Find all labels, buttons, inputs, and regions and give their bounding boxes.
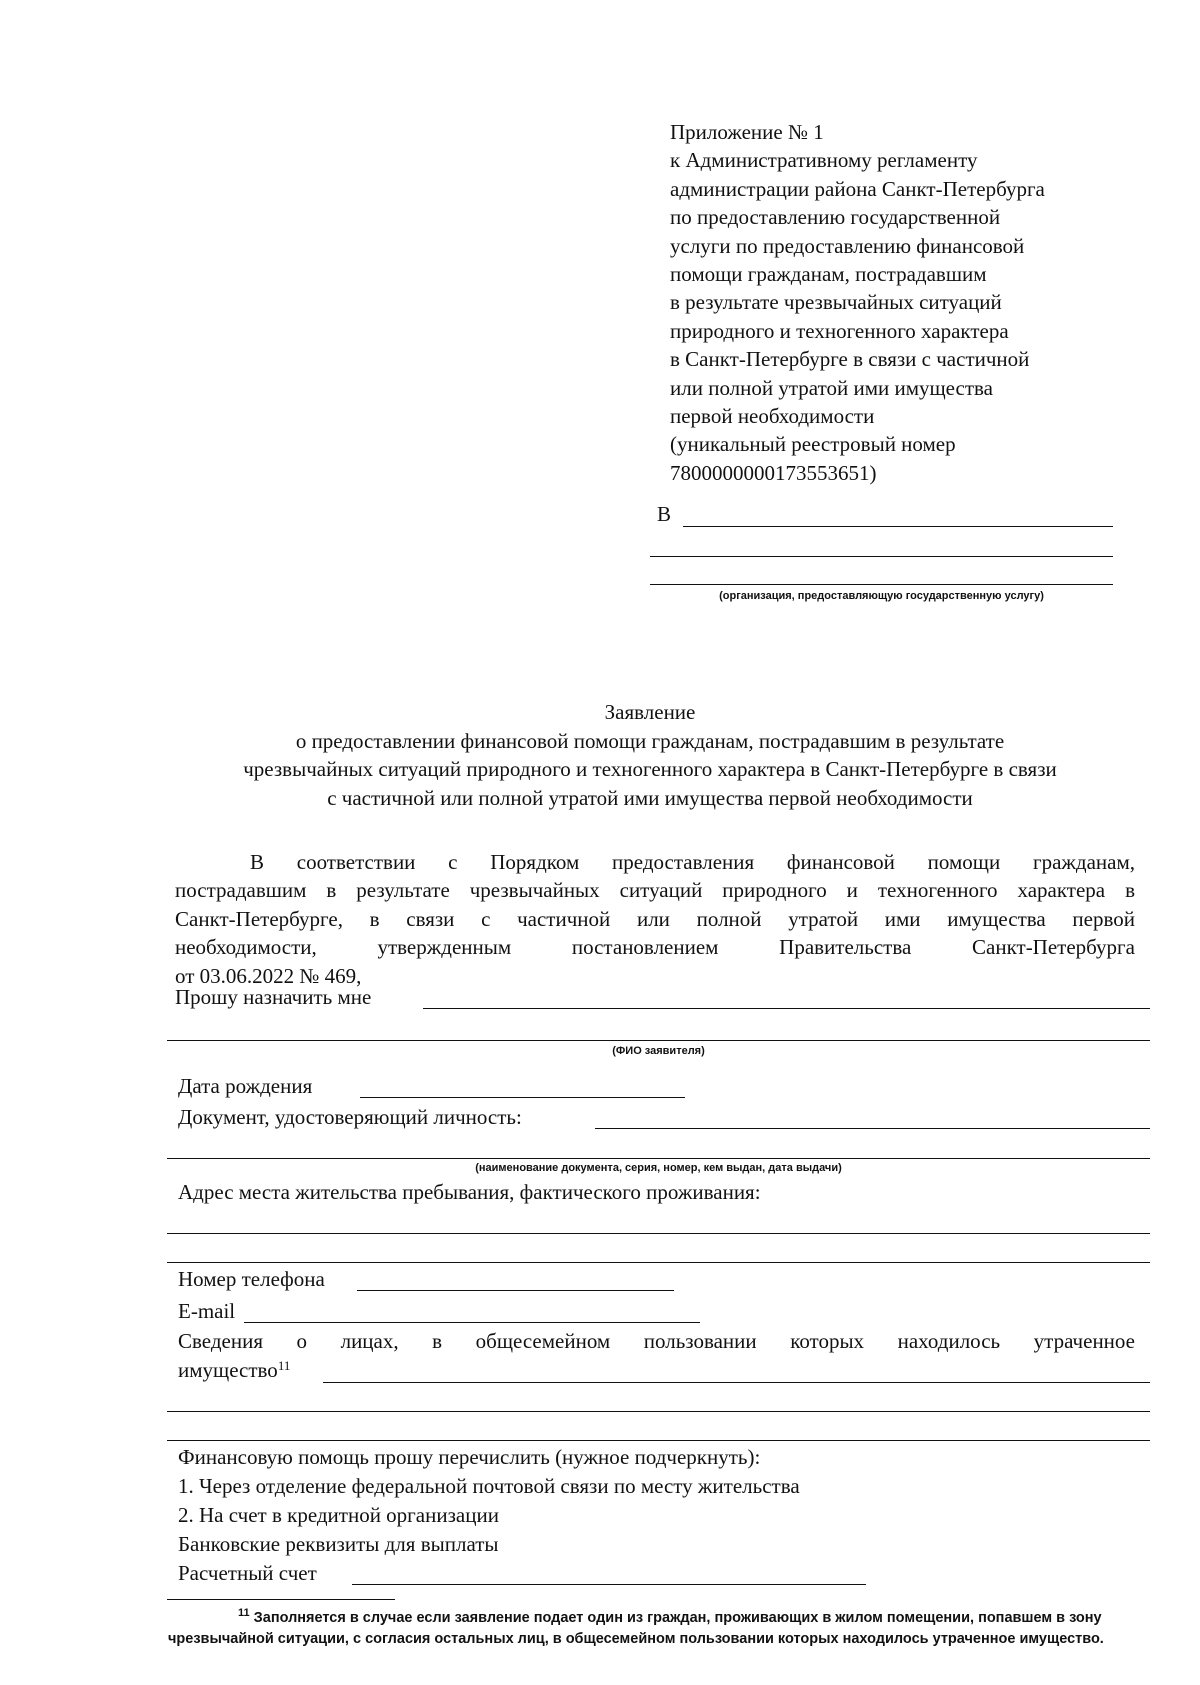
account-label: Расчетный счет — [178, 1561, 317, 1585]
household-label-line-2 — [178, 1356, 290, 1384]
appendix-line: или полной утратой ими имущества — [670, 375, 993, 400]
id-document-field-line-1[interactable] — [595, 1128, 1150, 1129]
recipient-field-line-1[interactable] — [683, 526, 1113, 527]
footnote-separator — [167, 1599, 395, 1600]
paragraph-line: пострадавшим в результате чрезвычайных ситуаций природного и техногенного характера в — [175, 878, 1135, 903]
household-label-line: Сведения о лицах, в общесемейном пользовании которых находилось утраченное — [178, 1329, 1135, 1353]
appendix-line: к Административному регламенту — [670, 148, 978, 173]
fio-field-line-1[interactable] — [423, 1008, 1150, 1009]
body-paragraph — [175, 848, 1135, 990]
household-label-text: имущество — [178, 1358, 278, 1382]
email-field-line[interactable] — [244, 1322, 700, 1323]
household-field-line-1[interactable] — [323, 1382, 1150, 1383]
recipient-field-line-3[interactable] — [650, 584, 1113, 585]
appendix-line: в результате чрезвычайных ситуаций — [670, 290, 1002, 315]
recipient-field-line-2[interactable] — [650, 556, 1113, 557]
paragraph-line: В соответствии с Порядком предоставления финансовой помощи гражданам, — [250, 850, 1135, 874]
application-title — [150, 698, 1150, 812]
phone-field-line[interactable] — [357, 1290, 674, 1291]
appendix-line: в Санкт-Петербурге в связи с частичной — [670, 347, 1030, 372]
title-line: с частичной или полной утратой ими имущества первой необходимости — [327, 785, 973, 810]
footnote — [168, 1608, 1138, 1650]
footnote-text: Заполняется в случае если заявление подает один из граждан, проживающих в жилом помещении, попавшем в зону чрезвычайной ситуации, с согласия остальных лиц, в общесемейном пользовании которых находилось утраченное имущество. — [168, 1610, 1104, 1647]
id-document-caption: (наименование документа, серия, номер, кем выдан, дата выдачи) — [475, 1162, 842, 1174]
email-label: E-mail — [178, 1299, 236, 1323]
request-label: Прошу назначить мне — [175, 985, 372, 1009]
appendix-header — [670, 118, 1110, 487]
title-heading: Заявление — [604, 700, 696, 724]
address-field-line-1[interactable] — [167, 1233, 1150, 1234]
appendix-line: помощи гражданам, пострадавшим — [670, 262, 987, 287]
footnote-number: 11 — [238, 1607, 250, 1619]
household-field-line-2[interactable] — [167, 1411, 1150, 1412]
title-line: о предоставлении финансовой помощи гражданам, пострадавшим в результате — [295, 728, 1005, 753]
appendix-line: услуги по предоставлению финансовой — [670, 233, 1025, 258]
address-label: Адрес места жительства пребывания, фактического проживания: — [178, 1180, 761, 1204]
birth-date-field-line[interactable] — [360, 1097, 685, 1098]
fio-field-line-2[interactable] — [167, 1040, 1150, 1041]
appendix-line: Приложение № 1 — [670, 120, 824, 144]
id-document-field-line-2[interactable] — [167, 1158, 1150, 1159]
appendix-line: по предоставлению государственной — [670, 205, 1001, 230]
footnote-ref: 11 — [277, 1358, 291, 1373]
household-label — [178, 1327, 1135, 1355]
paragraph-line: необходимости, утвержденным постановлением Правительства Санкт-Петербурга — [175, 935, 1135, 960]
appendix-line: 7800000000173553651) — [670, 460, 877, 485]
payment-intro: Финансовую помощь прошу перечислить (нужное подчеркнуть): — [178, 1445, 761, 1469]
id-document-label: Документ, удостоверяющий личность: — [178, 1105, 522, 1129]
title-line: чрезвычайных ситуаций природного и техногенного характера в Санкт-Петербурге в связи — [243, 757, 1057, 781]
payment-option-postal[interactable]: 1. Через отделение федеральной почтовой связи по месту жительства — [178, 1474, 800, 1498]
recipient-prefix: В — [657, 502, 672, 526]
address-field-line-2[interactable] — [167, 1262, 1150, 1263]
account-field-line[interactable] — [352, 1584, 866, 1585]
fio-caption: (ФИО заявителя) — [612, 1045, 705, 1057]
household-field-line-3[interactable] — [167, 1440, 1150, 1441]
payment-option-bank[interactable]: 2. На счет в кредитной организации — [178, 1503, 499, 1527]
bank-details-label: Банковские реквизиты для выплаты — [178, 1532, 499, 1556]
paragraph-line: от 03.06.2022 № 469, — [175, 963, 362, 988]
birth-date-label: Дата рождения — [178, 1074, 313, 1098]
phone-label: Номер телефона — [178, 1267, 325, 1291]
appendix-line: первой необходимости — [670, 404, 875, 429]
paragraph-line: Санкт-Петербурге, в связи с частичной или полной утратой ими имущества первой — [175, 906, 1135, 931]
appendix-line: администрации района Санкт-Петербурга — [670, 176, 1045, 201]
recipient-caption: (организация, предоставляющую государственную услугу) — [719, 590, 1044, 602]
appendix-line: (уникальный реестровый номер — [670, 432, 956, 457]
appendix-line: природного и техногенного характера — [670, 318, 1009, 343]
